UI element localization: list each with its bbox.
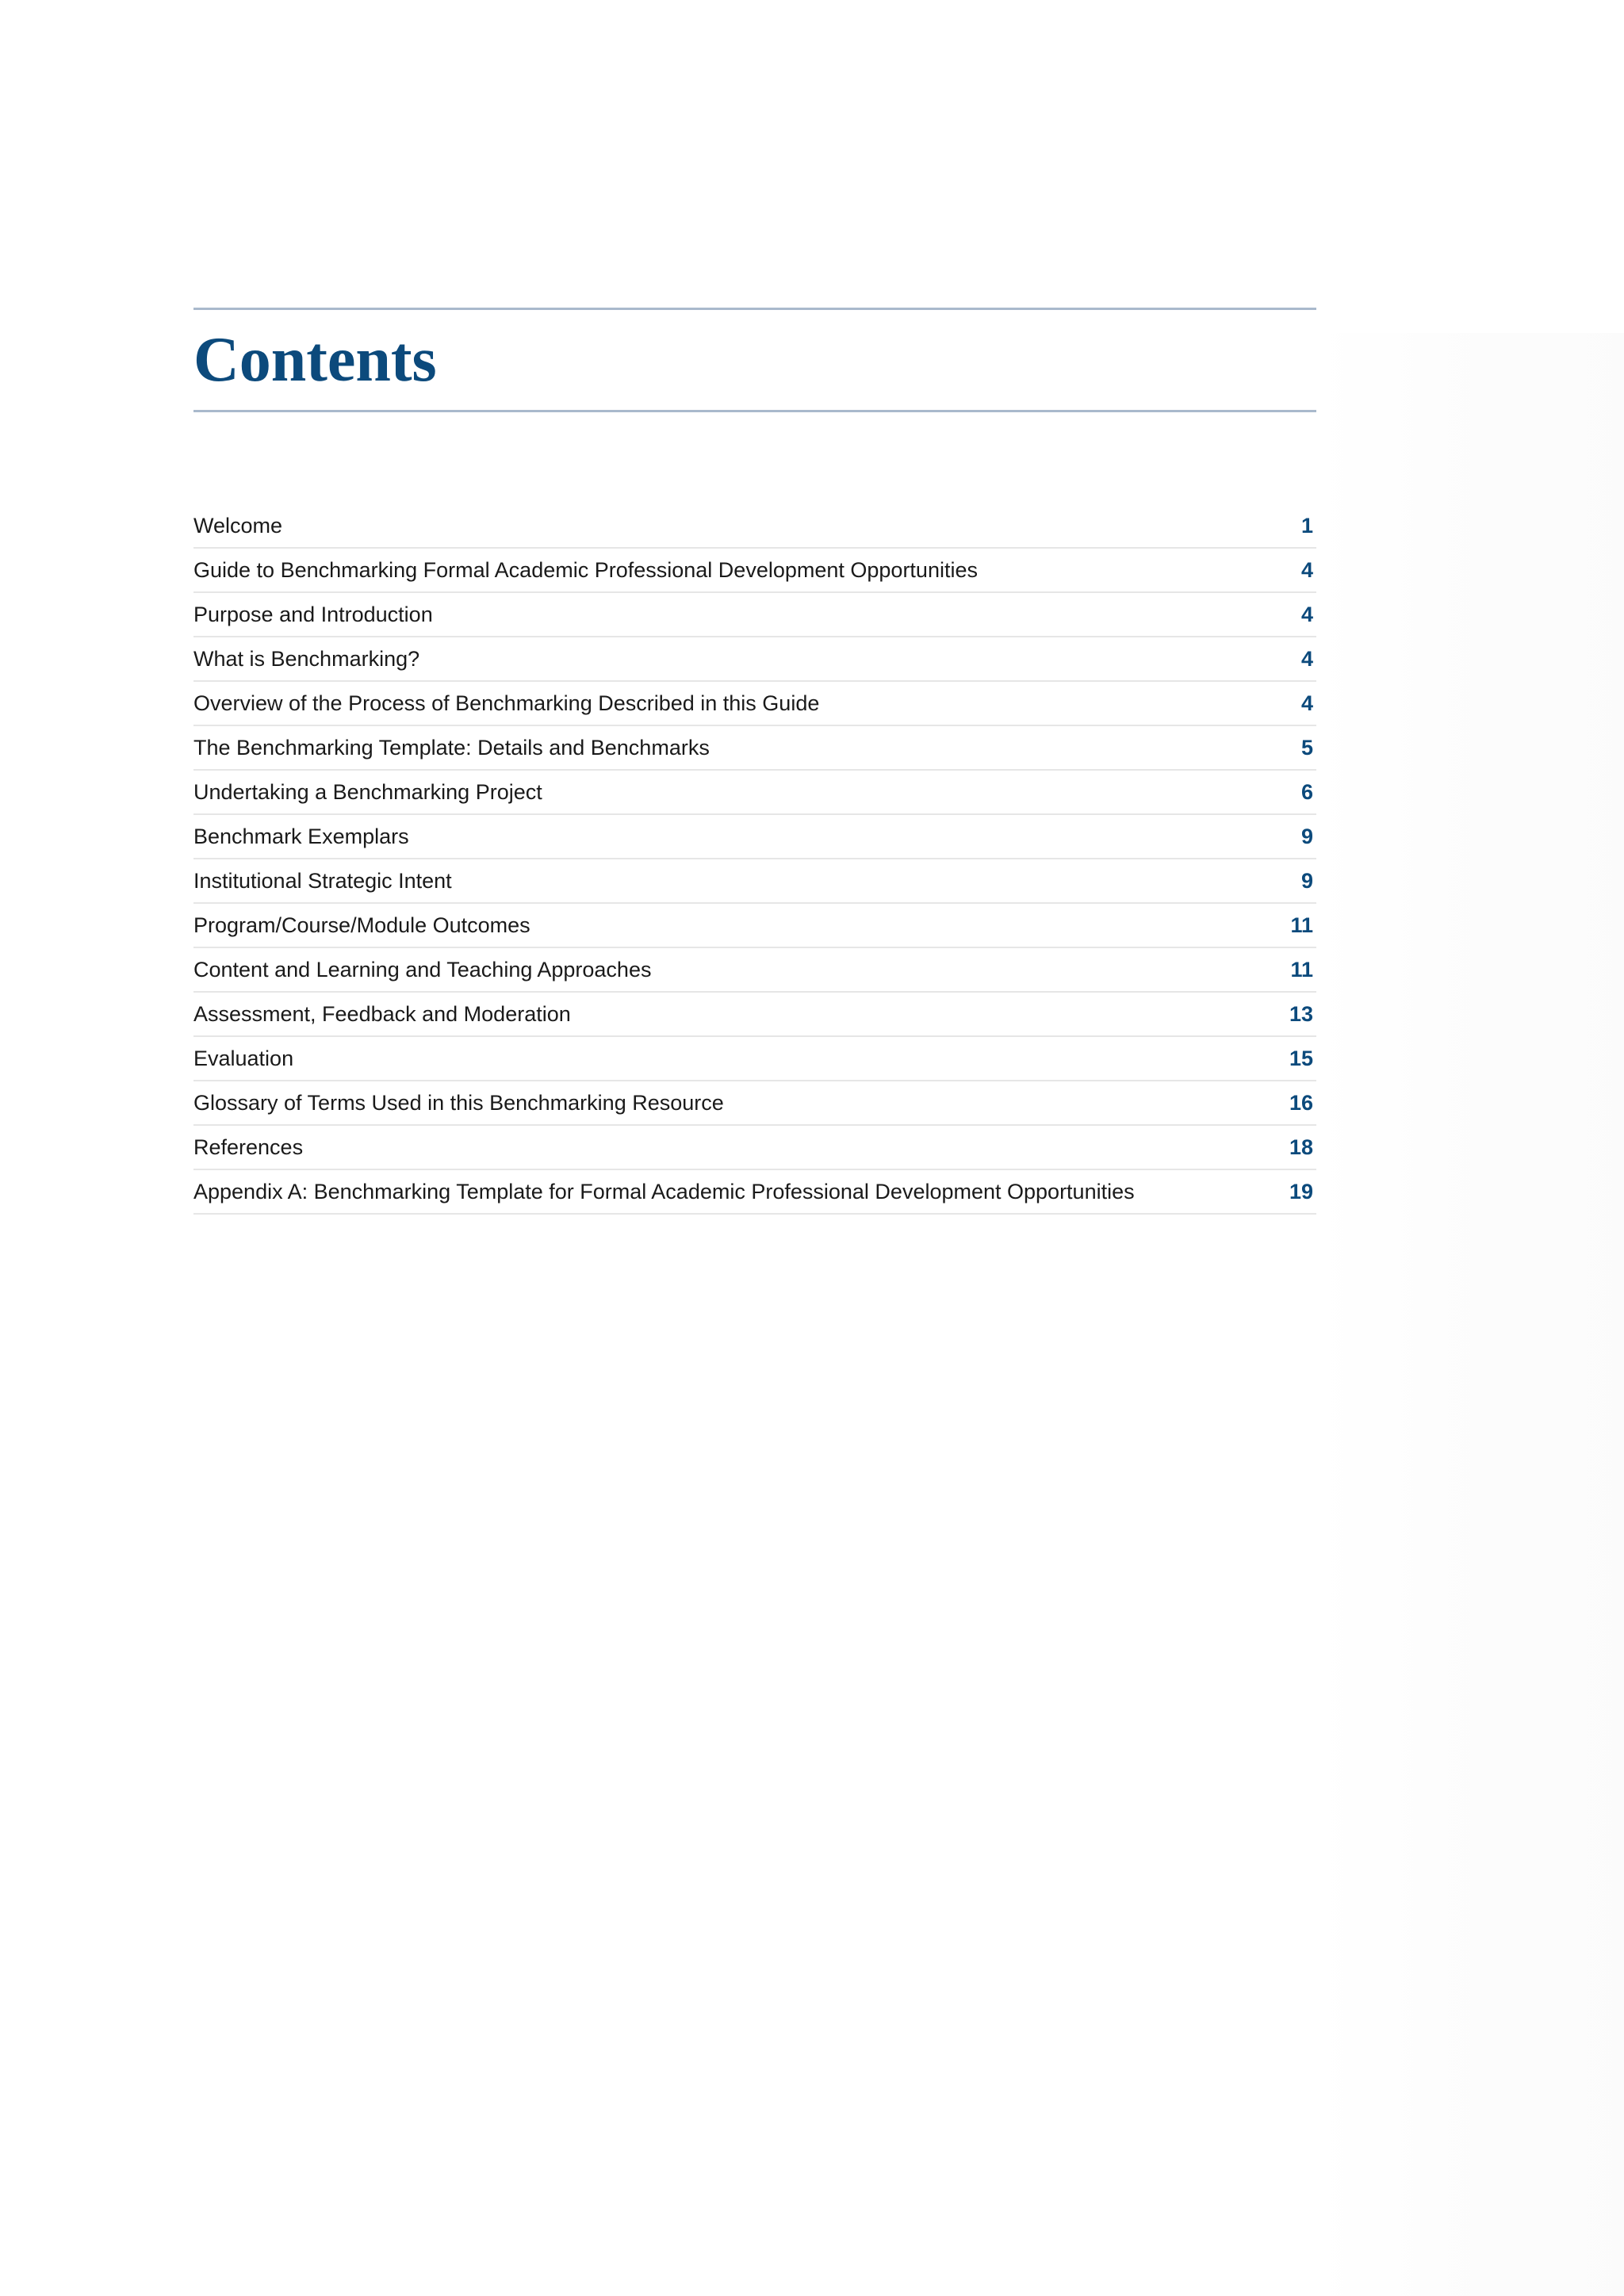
contents-section — [193, 308, 1316, 1215]
bottom-rule — [193, 410, 1316, 412]
toc-entry-label: Overview of the Process of Benchmarking Described in this Guide — [193, 691, 820, 715]
toc-entry-page-number: 4 — [1300, 646, 1313, 671]
toc-entry-page-number: 4 — [1300, 691, 1313, 715]
toc-entry-page-number: 6 — [1300, 779, 1313, 804]
toc-entry-label: Undertaking a Benchmarking Project — [193, 779, 542, 804]
toc-entry-label: Benchmark Exemplars — [193, 824, 409, 848]
toc-entry-page-number: 11 — [1290, 957, 1313, 982]
toc-entry-page-number: 11 — [1290, 913, 1313, 937]
toc-entry[interactable] — [193, 993, 1316, 1037]
toc-entry[interactable] — [193, 1037, 1316, 1081]
toc-entry-label: Institutional Strategic Intent — [193, 868, 452, 893]
toc-entry-page-number: 13 — [1289, 1001, 1313, 1026]
page-shade — [1316, 333, 1624, 2296]
toc-entry[interactable] — [193, 682, 1316, 726]
toc-entry-page-number: 4 — [1300, 557, 1313, 582]
toc-entry[interactable] — [193, 593, 1316, 637]
toc-entry-label: Evaluation — [193, 1046, 294, 1070]
toc-entry-page-number: 1 — [1300, 513, 1313, 538]
toc-entry-label: The Benchmarking Template: Details and Benchmarks — [193, 735, 710, 760]
toc-entry-label: Welcome — [193, 513, 283, 538]
toc-entry[interactable] — [193, 1170, 1316, 1215]
page-title: Contents — [193, 325, 437, 395]
toc-entry-label: Appendix A: Benchmarking Template for Formal Academic Professional Development Opportunities — [193, 1179, 1135, 1203]
toc-entry[interactable] — [193, 1126, 1316, 1170]
toc-entry-page-number: 5 — [1300, 735, 1313, 760]
toc-entry-label: Purpose and Introduction — [193, 602, 433, 626]
toc-entry[interactable] — [193, 948, 1316, 993]
toc-entry[interactable] — [193, 859, 1316, 904]
toc-entry-label: References — [193, 1135, 304, 1159]
toc-entry-page-number: 16 — [1289, 1090, 1313, 1115]
toc-entry[interactable] — [193, 815, 1316, 859]
toc-entry[interactable] — [193, 771, 1316, 815]
toc-entry[interactable] — [193, 637, 1316, 682]
toc-entry-page-number: 4 — [1300, 602, 1313, 626]
toc-entry-label: Assessment, Feedback and Moderation — [193, 1001, 571, 1026]
toc-entry[interactable] — [193, 904, 1316, 948]
toc-entry-page-number: 18 — [1289, 1135, 1313, 1159]
toc-entry-page-number: 9 — [1300, 868, 1313, 893]
table-of-contents — [193, 504, 1316, 1215]
toc-entry-label: Program/Course/Module Outcomes — [193, 913, 530, 937]
toc-entry[interactable] — [193, 504, 1316, 549]
heading-wrap — [193, 310, 1316, 410]
toc-entry-label: Content and Learning and Teaching Approaches — [193, 957, 652, 982]
toc-entry-page-number: 19 — [1289, 1179, 1313, 1203]
toc-entry-label: Glossary of Terms Used in this Benchmarking Resource — [193, 1090, 724, 1115]
toc-entry[interactable] — [193, 726, 1316, 771]
toc-entry-page-number: 9 — [1300, 824, 1313, 848]
toc-entry-page-number: 15 — [1289, 1046, 1313, 1070]
toc-entry[interactable] — [193, 549, 1316, 593]
toc-entry[interactable] — [193, 1081, 1316, 1126]
toc-entry-label: Guide to Benchmarking Formal Academic Professional Development Opportunities — [193, 557, 978, 582]
toc-entry-label: What is Benchmarking? — [193, 646, 420, 671]
